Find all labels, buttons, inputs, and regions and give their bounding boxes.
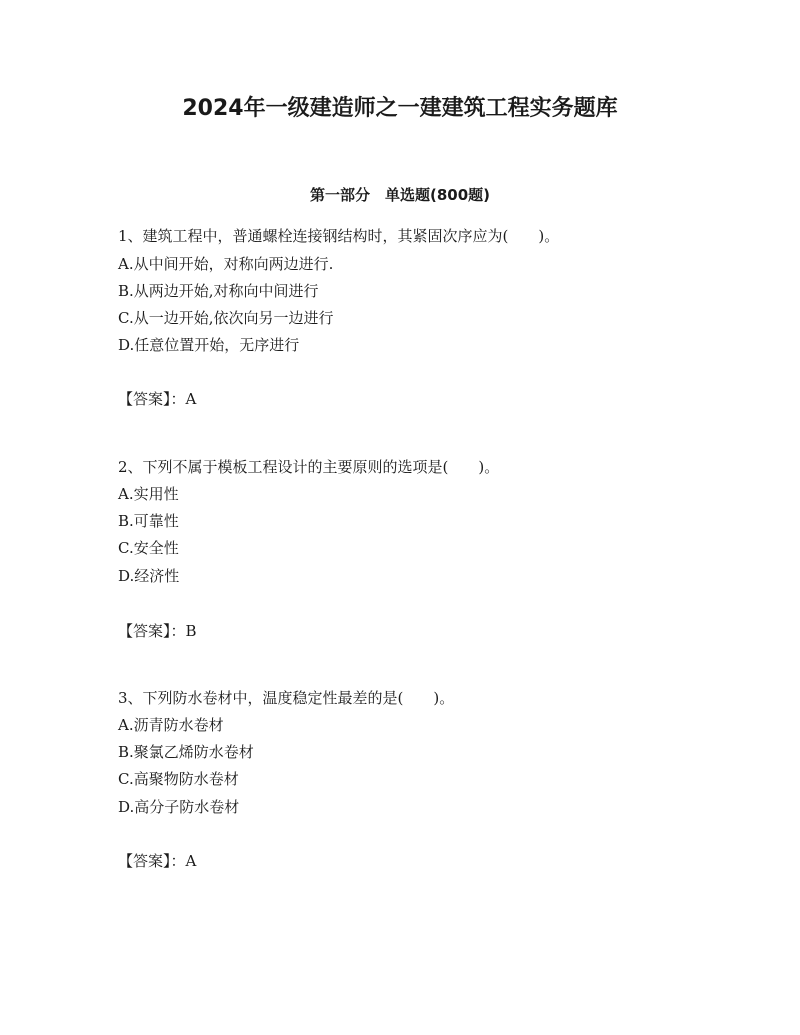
document-title: 2024年一级建造师之一建建筑工程实务题库 <box>182 96 618 121</box>
question-stem: 1、建筑工程中，普通螺栓连接钢结构时，其紧固次序应为( )。 <box>118 227 560 245</box>
option-d: D.任意位置开始，无序进行 <box>118 336 300 354</box>
option-a: A.从中间开始，对称向两边进行. <box>118 255 334 273</box>
option-b: B.聚氯乙烯防水卷材 <box>118 743 254 761</box>
option-d: D.经济性 <box>118 567 180 585</box>
question-stem: 2、下列不属于模板工程设计的主要原则的选项是( )。 <box>118 458 500 476</box>
answer-line: 【答案】：A <box>118 852 197 870</box>
option-a: A.实用性 <box>118 485 179 503</box>
option-d: D.高分子防水卷材 <box>118 798 240 816</box>
question-stem: 3、下列防水卷材中，温度稳定性最差的是( )。 <box>118 689 455 707</box>
answer-line: 【答案】：A <box>118 390 197 408</box>
option-c: C.安全性 <box>118 539 179 557</box>
answer-line: 【答案】：B <box>118 622 197 640</box>
option-b: B.从两边开始,对称向中间进行 <box>118 282 319 300</box>
option-c: C.从一边开始,依次向另一边进行 <box>118 309 334 327</box>
option-c: C.高聚物防水卷材 <box>118 770 239 788</box>
section-heading: 第一部分 单选题(800题) <box>309 186 491 204</box>
option-b: B.可靠性 <box>118 512 179 530</box>
option-a: A.沥青防水卷材 <box>118 716 224 734</box>
